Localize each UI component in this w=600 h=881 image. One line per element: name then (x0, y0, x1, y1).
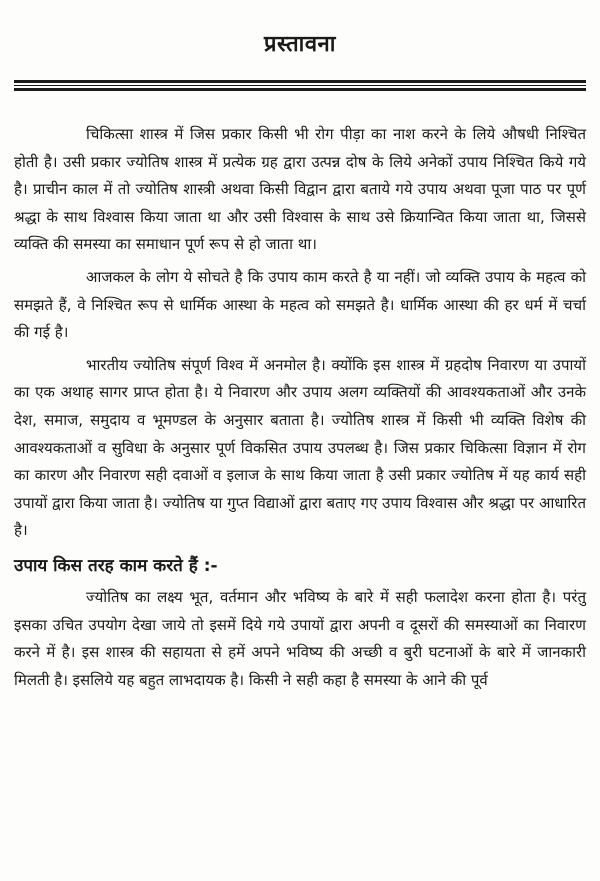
title-rule-middle (14, 85, 586, 86)
title-rule-top (14, 80, 586, 83)
paragraph-3: भारतीय ज्योतिष संपूर्ण विश्व में अनमोल है। क्योंकि इस शास्त्र में ग्रहदोष निवारण या उपायों का एक अथाह सागर प्राप्त होता है। ये निवारण और उपाय अलग व्यक्तियों की आवश्यकताओं और उनके देश, समाज, समुदाय व भूमण्डल के अनुसार बताता है। ज्योतिष शास्त्र में किसी भी व्यक्ति विशेष की आवश्यकताओं व सुविधा के अनुसार पूर्ण विकसित उपाय उपलब्ध है। जिस प्रकार चिकित्सा विज्ञान में रोग का कारण और निवारण सही दवाओं व इलाज के साथ किया जाता है उसी प्रकार ज्योतिष में यह कार्य सही उपायों द्वारा किया जाता है। ज्योतिष या गुप्त विद्याओं द्वारा बताए गए उपाय विश्वास और श्रद्धा पर आधारित है। (14, 355, 586, 540)
page-title: प्रस्तावना (264, 32, 336, 57)
body-text (14, 121, 586, 694)
title-rule-bottom (14, 88, 586, 91)
paragraph-2: आजकल के लोग ये सोचते है कि उपाय काम करते है या नहीं। जो व्यक्ति उपाय के महत्व को समझते हैं, वे निश्चित रूप से धार्मिक आस्था के महत्व को समझते है। धार्मिक आस्था की हर धर्म में चर्चा की गई है। (14, 267, 586, 342)
paragraph-1: चिकित्सा शास्त्र में जिस प्रकार किसी भी रोग पीड़ा का नाश करने के लिये औषधी निश्चित होती है। उसी प्रकार ज्योतिष शास्त्र में प्रत्येक ग्रह द्वारा उत्पन्न दोष के लिये अनेकों उपाय निश्चित किये गये है। प्राचीन काल में तो ज्योतिष शास्त्री अथवा किसी विद्वान द्वारा बताये गये उपाय अथवा पूजा पाठ पर पूर्ण श्रद्धा के साथ विश्वास किया जाता था और उसी विश्वास के साथ उसे क्रियान्वित किया जाता था, जिससे व्यक्ति की समस्या का समाधान पूर्ण रूप से हो जाता था। (14, 125, 586, 254)
section-heading: उपाय किस तरह काम करते हैं :- (14, 555, 218, 576)
section-paragraph: ज्योतिष का लक्ष्य भूत, वर्तमान और भविष्य के बारे में सही फलादेश करना होता है। परंतु इसका उचित उपयोग देखा जाये तो इसमें दिये गये उपायों द्वारा अपनी व दूसरों की समस्याओं का निवारण करने में है। इस शास्त्र की सहायता से हमें अपने भविष्य की अच्छी व बुरी घटनाओं के बारे में जानकारी मिलती है। इसलिये यह बहुत लाभदायक है। किसी ने सही कहा है समस्या के आने की पूर्व (14, 587, 586, 689)
